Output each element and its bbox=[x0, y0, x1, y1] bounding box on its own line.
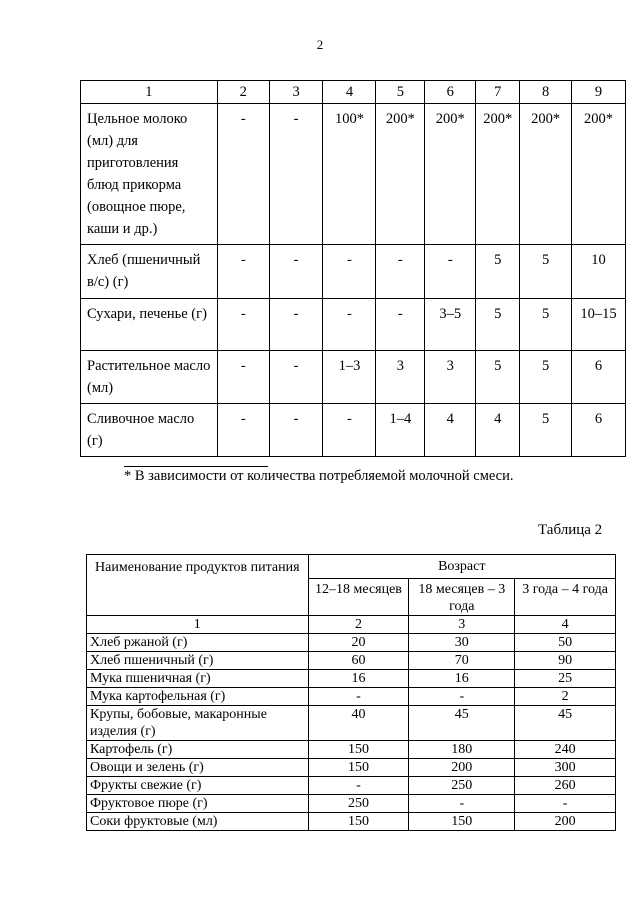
products-header-cell: Наименование продуктов питания bbox=[87, 555, 309, 616]
age-group-cell: 3 года – 4 года bbox=[515, 579, 616, 616]
product-name-cell: Мука пшеничная (г) bbox=[87, 670, 309, 688]
value-cell: 150 bbox=[308, 759, 409, 777]
table-row bbox=[87, 670, 616, 688]
value-cell: 100* bbox=[323, 104, 376, 245]
value-cell: 200* bbox=[425, 104, 476, 245]
value-cell: - bbox=[376, 245, 425, 299]
value-cell: 25 bbox=[515, 670, 616, 688]
column-number-cell: 4 bbox=[515, 616, 616, 634]
table-row bbox=[81, 404, 626, 457]
page-number: 2 bbox=[316, 37, 324, 52]
column-number-cell: 4 bbox=[323, 81, 376, 104]
value-cell: 1–4 bbox=[376, 404, 425, 457]
value-cell: 250 bbox=[409, 777, 515, 795]
table-row bbox=[87, 706, 616, 741]
value-cell: 6 bbox=[572, 351, 626, 404]
product-name-cell: Фрукты свежие (г) bbox=[87, 777, 309, 795]
table-row bbox=[87, 813, 616, 831]
value-cell: 1–3 bbox=[323, 351, 376, 404]
value-cell: 3–5 bbox=[425, 299, 476, 351]
value-cell: - bbox=[323, 404, 376, 457]
footnote-divider bbox=[124, 466, 268, 467]
column-number-cell: 1 bbox=[81, 81, 218, 104]
value-cell: 20 bbox=[308, 634, 409, 652]
table-2-number-row bbox=[87, 616, 616, 634]
column-number-cell: 8 bbox=[520, 81, 572, 104]
value-cell: 5 bbox=[520, 299, 572, 351]
value-cell: 16 bbox=[308, 670, 409, 688]
value-cell: 200* bbox=[376, 104, 425, 245]
column-number-cell: 2 bbox=[217, 81, 269, 104]
product-name-cell: Хлеб ржаной (г) bbox=[87, 634, 309, 652]
value-cell: - bbox=[269, 351, 323, 404]
value-cell: 45 bbox=[515, 706, 616, 741]
table-row bbox=[87, 759, 616, 777]
table-row bbox=[87, 634, 616, 652]
value-cell: 5 bbox=[476, 351, 520, 404]
product-name-cell: Фруктовое пюре (г) bbox=[87, 795, 309, 813]
value-cell: 90 bbox=[515, 652, 616, 670]
table-row bbox=[81, 299, 626, 351]
value-cell: - bbox=[323, 245, 376, 299]
table-row bbox=[81, 245, 626, 299]
product-name-cell: Сухари, печенье (г) bbox=[81, 299, 218, 351]
value-cell: 40 bbox=[308, 706, 409, 741]
column-number-cell: 9 bbox=[572, 81, 626, 104]
footnote: * В зависимости от количества потребляемой молочной смеси. bbox=[124, 468, 514, 484]
age-group-cell: 18 месяцев – 3 года bbox=[409, 579, 515, 616]
product-name-cell: Крупы, бобовые, макаронные изделия (г) bbox=[87, 706, 309, 741]
product-name-cell: Соки фруктовые (мл) bbox=[87, 813, 309, 831]
product-name-cell: Картофель (г) bbox=[87, 741, 309, 759]
column-number-cell: 3 bbox=[409, 616, 515, 634]
table-2-caption: Таблица 2 bbox=[538, 522, 603, 538]
table-row bbox=[87, 795, 616, 813]
value-cell: 6 bbox=[572, 404, 626, 457]
product-name-cell: Хлеб пшеничный (г) bbox=[87, 652, 309, 670]
value-cell: 4 bbox=[425, 404, 476, 457]
table-1-header-row bbox=[81, 81, 626, 104]
value-cell: - bbox=[217, 404, 269, 457]
table-row bbox=[81, 351, 626, 404]
age-header-cell: Возраст bbox=[308, 555, 615, 579]
product-name-cell: Хлеб (пшеничный в/с) (г) bbox=[81, 245, 218, 299]
value-cell: 200 bbox=[515, 813, 616, 831]
value-cell: 150 bbox=[308, 741, 409, 759]
value-cell: - bbox=[269, 104, 323, 245]
table-row bbox=[87, 741, 616, 759]
column-number-cell: 6 bbox=[425, 81, 476, 104]
value-cell: 2 bbox=[515, 688, 616, 706]
value-cell: 30 bbox=[409, 634, 515, 652]
column-number-cell: 1 bbox=[87, 616, 309, 634]
value-cell: 60 bbox=[308, 652, 409, 670]
product-name-cell: Растительное масло (мл) bbox=[81, 351, 218, 404]
value-cell: - bbox=[425, 245, 476, 299]
value-cell: 5 bbox=[520, 404, 572, 457]
value-cell: 5 bbox=[520, 245, 572, 299]
value-cell: - bbox=[269, 299, 323, 351]
value-cell: 200* bbox=[476, 104, 520, 245]
value-cell: - bbox=[515, 795, 616, 813]
value-cell: 3 bbox=[376, 351, 425, 404]
value-cell: 250 bbox=[308, 795, 409, 813]
column-number-cell: 2 bbox=[308, 616, 409, 634]
value-cell: - bbox=[409, 688, 515, 706]
value-cell: 150 bbox=[409, 813, 515, 831]
value-cell: 180 bbox=[409, 741, 515, 759]
value-cell: - bbox=[376, 299, 425, 351]
value-cell: 5 bbox=[476, 299, 520, 351]
product-name-cell: Сливочное масло (г) bbox=[81, 404, 218, 457]
value-cell: 10 bbox=[572, 245, 626, 299]
table-row bbox=[81, 104, 626, 245]
value-cell: 200* bbox=[572, 104, 626, 245]
value-cell: - bbox=[217, 245, 269, 299]
value-cell: 16 bbox=[409, 670, 515, 688]
age-group-cell: 12–18 месяцев bbox=[308, 579, 409, 616]
value-cell: 45 bbox=[409, 706, 515, 741]
value-cell: - bbox=[217, 299, 269, 351]
product-name-cell: Овощи и зелень (г) bbox=[87, 759, 309, 777]
table-2-header-row bbox=[87, 555, 616, 579]
column-number-cell: 5 bbox=[376, 81, 425, 104]
column-number-cell: 7 bbox=[476, 81, 520, 104]
value-cell: 240 bbox=[515, 741, 616, 759]
value-cell: 260 bbox=[515, 777, 616, 795]
table-1 bbox=[80, 80, 626, 457]
value-cell: 3 bbox=[425, 351, 476, 404]
value-cell: - bbox=[217, 351, 269, 404]
value-cell: - bbox=[323, 299, 376, 351]
value-cell: - bbox=[269, 245, 323, 299]
value-cell: 5 bbox=[520, 351, 572, 404]
column-number-cell: 3 bbox=[269, 81, 323, 104]
value-cell: 150 bbox=[308, 813, 409, 831]
table-2 bbox=[86, 554, 616, 831]
value-cell: 5 bbox=[476, 245, 520, 299]
value-cell: - bbox=[409, 795, 515, 813]
table-row bbox=[87, 652, 616, 670]
product-name-cell: Цельное молоко (мл) для приготовления блюд прикорма (овощное пюре, каши и др.) bbox=[81, 104, 218, 245]
value-cell: 4 bbox=[476, 404, 520, 457]
value-cell: 10–15 bbox=[572, 299, 626, 351]
value-cell: - bbox=[269, 404, 323, 457]
table-row bbox=[87, 688, 616, 706]
table-row bbox=[87, 777, 616, 795]
value-cell: 50 bbox=[515, 634, 616, 652]
value-cell: - bbox=[308, 777, 409, 795]
product-name-cell: Мука картофельная (г) bbox=[87, 688, 309, 706]
value-cell: 70 bbox=[409, 652, 515, 670]
value-cell: - bbox=[308, 688, 409, 706]
value-cell: 200* bbox=[520, 104, 572, 245]
value-cell: 300 bbox=[515, 759, 616, 777]
value-cell: - bbox=[217, 104, 269, 245]
value-cell: 200 bbox=[409, 759, 515, 777]
